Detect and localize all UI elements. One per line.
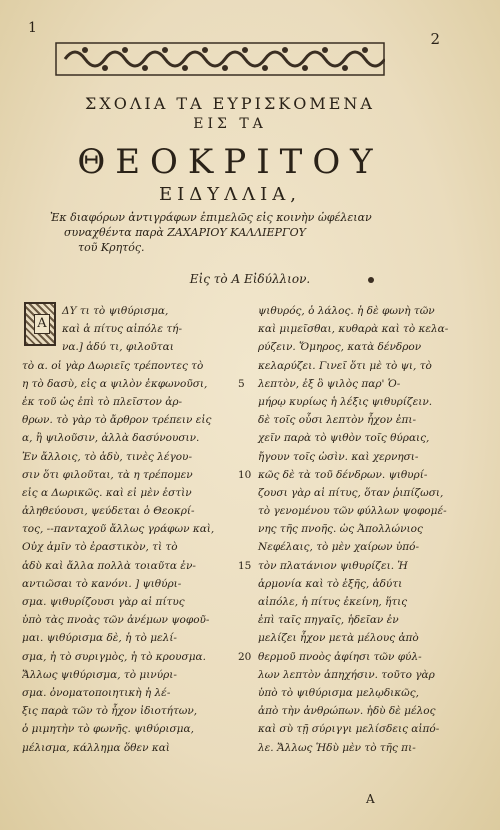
text-line (238, 593, 468, 611)
text-line (238, 338, 468, 356)
text-line: ξις παρὰ τῶν τὸ ἦχον ἰδιοτήτων, (22, 705, 198, 718)
text-line (238, 648, 468, 666)
line-text: μήρῳ κυρίως ἡ λέξις ψιθυρίζειν. (258, 395, 433, 408)
text-line (238, 720, 468, 738)
line-text: χεῖν παρὰ τὸ ψιθὸν τοῖς θύραις, (258, 432, 430, 445)
text-line (238, 739, 468, 757)
text-line (238, 629, 468, 647)
line-text: λεπτὸν, ἐξ ὃ ψιλὸς παρ' Ὁ- (258, 377, 401, 390)
line-text: ἀπὸ τὴν ἀνθρώπων. ἡδὺ δὲ μέλος (258, 705, 436, 718)
text-line: τος, --πανταχοῦ ἄλλως γράφων καὶ, (22, 523, 215, 536)
text-line (238, 357, 468, 375)
text-line: σιν ὅτι φιλοῦται, τὰ η τρέπομεν (22, 468, 193, 481)
line-text: ἐπὶ ταῖς πηγαῖς, ἡδεῖαν ἐν (258, 614, 399, 627)
line-number: 10 (238, 468, 252, 481)
text-line (238, 466, 468, 484)
line-text: λε. Ἄλλως Ἡδὺ μὲν τὸ τῆς πι- (258, 741, 416, 754)
line-text: Νεφέλαις, τὸ μὲν χαίρων ὑπό- (258, 541, 420, 554)
text-line (238, 702, 468, 720)
line-text: αἰπόλε, ἡ πίτυς ἐκείνη, ἥτις (258, 596, 408, 608)
line-text: ψιθυρός, ὁ λάλος. ἡ δὲ φωνὴ τῶν (258, 305, 435, 317)
text-line (238, 448, 468, 466)
text-line (238, 320, 468, 338)
line-text: κελαρύζει. Γινεῖ ὅτι μὲ τὸ ψι, τὸ (258, 359, 432, 372)
text-line: σμα. ὀνοματοποιητικὴ ἡ λέ- (22, 686, 171, 699)
ink-dot (368, 277, 374, 283)
text-line: Ἐν ἄλλοις, τὸ ἁδὺ, τινὲς λέγου- (22, 450, 192, 463)
text-line: τὸ α. οἱ γὰρ Δωριεῖς τρέποντες τὸ (22, 359, 204, 372)
line-text: τὸν πλατάνιον ψιθυρίζει. Ἡ (258, 559, 408, 572)
text-line: ἐκ τοῦ ὡς ἐπὶ τὸ πλεῖστον ἀρ- (22, 395, 183, 408)
line-text: θερμοῦ πνοὸς ἀφίησι τῶν φύλ- (258, 650, 422, 663)
line-text: κῶς δὲ τὰ τοῦ δένδρων. ψιθυρί- (258, 468, 428, 481)
line-text: ὑπὸ τὸ ψιθύρισμα μελῳδικῶς, (258, 686, 419, 699)
text-line: εἰς α Δωρικῶς. καὶ εἰ μὲν ἐστὶν (22, 486, 192, 499)
text-line: ἁδὺ καὶ ἄλλα πολλὰ τοιαῦτα ἐν- (22, 559, 196, 572)
text-line: να.] ἁδύ τι, φιλοῦται (62, 341, 174, 354)
line-text: νης τῆς πνοῆς. ὡς Ἀπολλώνιος (258, 523, 423, 536)
dedication-line: συναχθέντα παρὰ ΖΑΧΑΡΙΟΥ ΚΑΛΛΙΕΡΓΟΥ (64, 226, 306, 239)
text-line: Ἄλλως ψιθύρισμα, τὸ μινύρι- (22, 668, 177, 681)
line-text: ἁρμονία καὶ τὸ ἑξῆς, ἁδύτι (258, 577, 403, 590)
dedication-line: τοῦ Κρητός. (78, 241, 145, 254)
line-text: καὶ μιμεῖσθαι, κυθαρὰ καὶ τὸ κελα- (258, 323, 449, 336)
text-line (238, 302, 468, 320)
text-line: αντιῶσαι τὸ κανόνι. ] ψιθύρι- (22, 577, 182, 590)
text-line (238, 411, 468, 429)
text-line: Οὐχ ἁμῖν τὸ ἐραστικὸν, τὶ τὸ (22, 541, 178, 554)
catchword: Α (366, 792, 375, 806)
text-line: μέλισμα, κάλλημα ὅθεν καὶ (22, 741, 170, 754)
text-line (238, 611, 468, 629)
line-text: μελίζει ἦχον μετὰ μέλους ἀπὸ (258, 632, 419, 645)
corner-mark: 1 (28, 20, 37, 36)
text-line: ἀληθεύουσι, ψεύδεται ὁ Θεοκρί- (22, 505, 195, 518)
title-main: ΘΕΟΚΡΙΤΟΥ (77, 142, 383, 182)
text-line: ΔΥ τι τὸ ψιθύρισμα, (62, 305, 169, 317)
text-line: θρων. τὸ γὰρ τὸ ἄρθρον τρέπειν εἰς (22, 414, 212, 427)
text-line (238, 375, 468, 393)
line-text: καὶ σὺ τῇ σύριγγι μελίσδεις αἰπό- (258, 723, 440, 736)
line-text: δὲ τοῖς οὖσι λεπτὸν ἦχον ἐπι- (258, 414, 417, 427)
text-line: ὑπὸ τὰς πνοὰς τῶν ἀνέμων ψοφοῦ- (22, 614, 210, 627)
text-line: μαι. ψιθύρισμα δὲ, ἡ τὸ μελί- (22, 632, 177, 645)
line-text: ρύζειν. Ὅμηρος, κατὰ δένδρον (258, 341, 422, 354)
text-line (238, 393, 468, 411)
line-number: 5 (238, 377, 245, 390)
line-number: 20 (238, 650, 252, 663)
text-line: η τὸ δασὺ, εἰς α ψιλὸν ἐκφωνοῦσι, (22, 377, 208, 390)
text-line (238, 429, 468, 447)
line-text: τὸ γενομένου τῶν φύλλων ψοφομέ- (258, 505, 447, 518)
text-line (238, 520, 468, 538)
text-line: σμα, ἡ τὸ συριγμὸς, ἡ τὸ κρουσμα. (22, 650, 206, 663)
section-heading: Εἰς τὸ Α Εἰδύλλιον. (189, 272, 311, 286)
text-line (238, 575, 468, 593)
line-number: 15 (238, 559, 252, 572)
text-line (238, 684, 468, 702)
text-line (238, 502, 468, 520)
title-line-1: ΣΧΟΛΙΑ ΤΑ ΕΥΡΙΣΚΟΜΕΝΑ (85, 94, 375, 113)
dedication-line: Ἐκ διαφόρων ἀντιγράφων ἐπιμελῶς εἰς κοινὴν ὠφέλειαν (50, 211, 372, 224)
text-line (238, 484, 468, 502)
drop-cap-letter: Α (34, 314, 50, 334)
headpiece-ornament (55, 42, 385, 76)
dedication (50, 210, 390, 255)
left-column (22, 302, 232, 757)
line-text: ζουσι γὰρ αἱ πίτυς, ὅταν ῥιπίζωσι, (258, 486, 444, 499)
line-text: λων λεπτὸν ἀπηχήσιν. τοῦτο γὰρ (258, 668, 435, 681)
text-line: καὶ ἁ πίτυς αἰπόλε τή- (62, 323, 182, 336)
folio-number: 2 (430, 30, 440, 48)
title-subtitle: ΕΙΔΥΛΛΙΑ, (159, 184, 301, 205)
title-line-2: ΕΙΣ ΤΑ (193, 116, 267, 132)
text-line (238, 538, 468, 556)
text-line: σμα. ψιθυρίζουσι γὰρ αἱ πίτυς (22, 596, 185, 608)
line-text: ἤγουν τοῖς ὠσὶν. καὶ χερνησι- (258, 450, 419, 463)
text-line: ὁ μιμητὴν τὸ φωνῆς. ψιθύρισμα, (22, 723, 194, 736)
text-line (238, 666, 468, 684)
text-line: α, ἢ ψιλοῦσιν, ἀλλὰ δασύνουσιν. (22, 432, 200, 445)
text-line (238, 557, 468, 575)
right-column (238, 302, 468, 757)
